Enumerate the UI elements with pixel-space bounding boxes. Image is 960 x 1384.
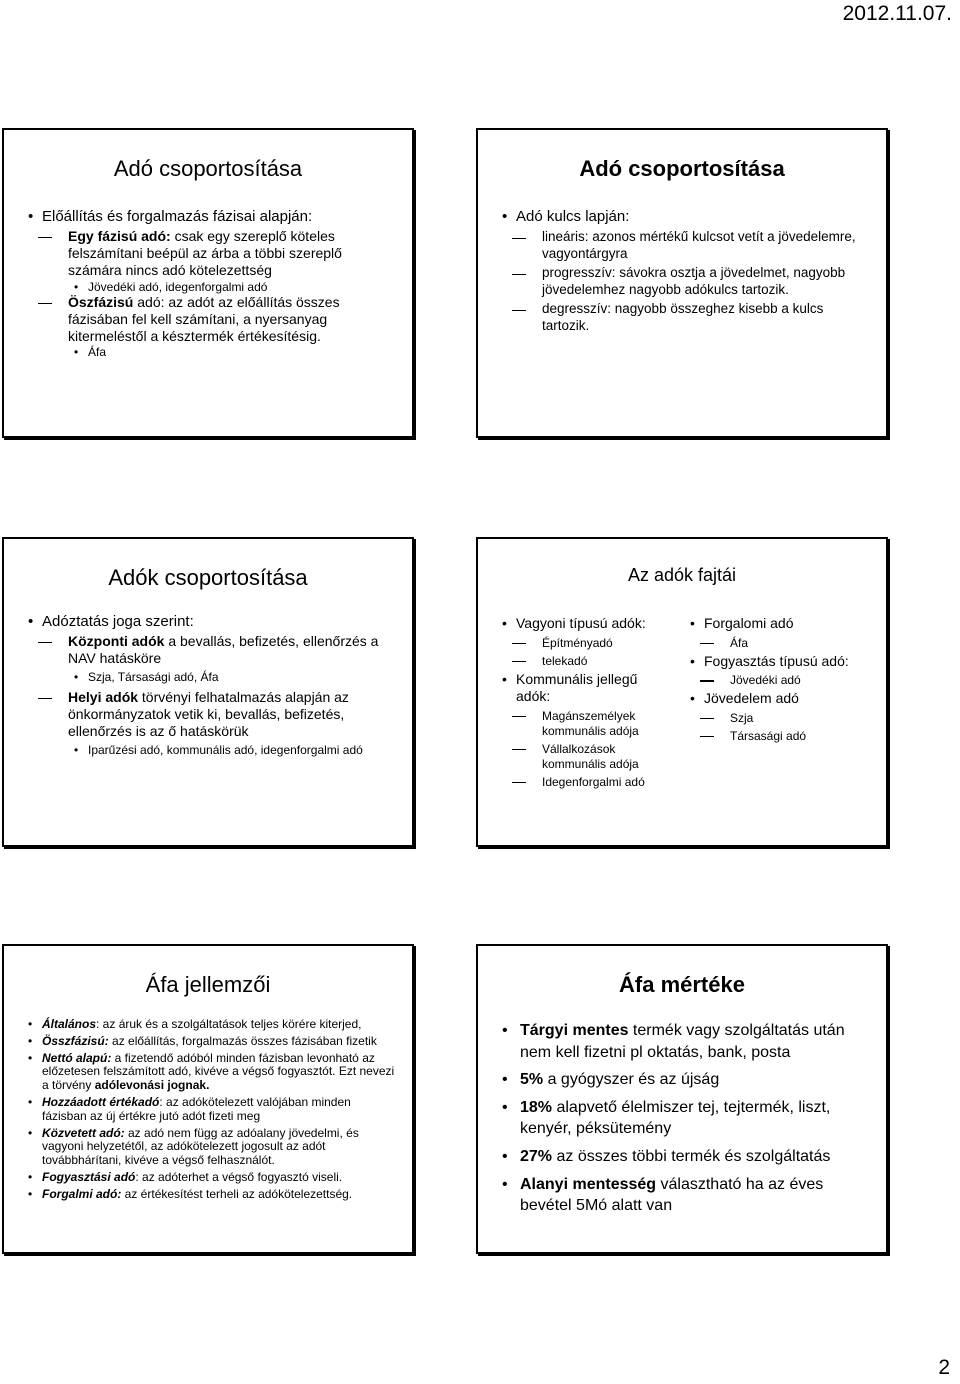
bullet: • Forgalomi adó [690, 615, 870, 633]
slide-content [502, 1020, 870, 1223]
sub-item: Szja [700, 711, 870, 726]
bullet: • Adó kulcs lapján: [502, 208, 870, 226]
bullet: • Forgalmi adó: az értékesítést terheli az adókötelezettség. [28, 1188, 396, 1202]
bullet: • Hozzáadott értékadó: az adókötelezett valójában minden fázisban az új értékre jutó adót fizeti meg [28, 1096, 396, 1124]
slide-content [502, 208, 870, 334]
bullet: • Kommunális jellegű adók: [502, 671, 662, 706]
sub-item: progresszív: sávokra osztja a jövedelmet, nagyobb jövedelemhez nagyobb adókulcs tartozik. [512, 265, 870, 298]
slide-1 [2, 128, 414, 438]
slide-content [28, 613, 396, 762]
sub-item: Jövedéki adó [700, 673, 870, 688]
bullet: • Nettó alapú: a fizetendő adóból minden fázisban levonható az előzetesen felszámított adó, kivéve a végső fogyasztót. Ezt nevezi a törvény adólevonási jognak. [28, 1052, 396, 1093]
bullet: • Tárgyi mentes termék vagy szolgáltatás után nem kell fizetni pl oktatás, bank, posta [502, 1020, 870, 1063]
bullet: • 5% a gyógyszer és az újság [502, 1069, 870, 1091]
sub-item: Helyi adók törvényi felhatalmazás alapján az önkormányzatok vetik ki, bevallás, befizetés, ellenőrzés is az ő hatáskörük [38, 689, 396, 740]
bullet: • Adóztatás joga szerint: [28, 613, 396, 631]
slide-title: Adók csoportosítása [108, 565, 308, 590]
sub-sub-item: • Iparűzési adó, kommunális adó, idegenforgalmi adó [74, 743, 396, 758]
sub-sub-item: • Szja, Társasági adó, Áfa [74, 670, 396, 685]
sub-sub-item: • Jövedéki adó, idegenforgalmi adó [74, 280, 394, 295]
slide-content [28, 208, 394, 360]
sub-item: Egy fázisú adó: csak egy szereplő köteles felszámítani beépül az árba a többi szereplő számára nincs adó kötelezettség [38, 228, 394, 279]
slide-title: Adó csoportosítása [113, 156, 303, 181]
bullet: • Vagyoni típusú adók: [502, 615, 662, 633]
bullet: • Előállítás és forgalmazás fázisai alapján: [28, 208, 394, 226]
sub-item: Magánszemélyek kommunális adója [512, 709, 662, 739]
bullet: • Közvetett adó: az adó nem függ az adóalany jövedelmi, és vagyoni helyzetétől, az adókötelezett jogosult az adót továbbhárítani, kivéve a végső felhasználót. [28, 1127, 396, 1168]
print-date: 2012.11.07. [842, 2, 952, 25]
sub-item: Idegenforgalmi adó [512, 775, 662, 790]
bullet: • 27% az összes többi termék és szolgáltatás [502, 1146, 870, 1168]
slide-4 [476, 537, 888, 847]
slide-content [28, 1018, 396, 1205]
sub-item: Áfa [700, 636, 870, 651]
bullet: • Fogyasztás típusú adó: [690, 653, 870, 671]
slide-title: Áfa mértéke [619, 972, 745, 997]
page-number: 2 [938, 1356, 950, 1379]
sub-item: degresszív: nagyobb összeghez kisebb a kulcs tartozik. [512, 301, 870, 334]
bullet: • Jövedelem adó [690, 690, 870, 708]
sub-item: Társasági adó [700, 729, 870, 744]
bullet: • Alanyi mentesség választható ha az éves bevétel 5Mó alatt van [502, 1174, 870, 1217]
sub-item: Öszfázisú adó: az adót az előállítás összes fázisában fel kell számítani, a nyersanyag kitermeléstől a késztermék értékesítésig. [38, 294, 394, 345]
column-left [502, 613, 662, 792]
slide-3 [2, 537, 414, 847]
slide-title: Adó csoportosítása [579, 156, 785, 181]
column-right [690, 613, 870, 746]
slide-title: Az adók fajtái [627, 565, 737, 585]
bullet: • 18% alapvető élelmiszer tej, tejtermék, liszt, kenyér, péksütemény [502, 1097, 870, 1140]
bullet: • Fogyasztási adó: az adóterhet a végső fogyasztó viseli. [28, 1171, 396, 1185]
sub-item: Központi adók a bevallás, befizetés, ellenőrzés a NAV hatásköre [38, 633, 396, 667]
slide-2 [476, 128, 888, 438]
sub-item: Vállalkozások kommunális adója [512, 742, 662, 772]
bullet: • Összfázisú: az előállítás, forgalmazás összes fázisában fizetik [28, 1035, 396, 1049]
sub-sub-item: • Áfa [74, 345, 394, 360]
sub-item: Építményadó [512, 636, 662, 651]
bullet: • Általános: az áruk és a szolgáltatások teljes körére kiterjed, [28, 1018, 396, 1032]
sub-item: lineáris: azonos mértékű kulcsot vetít a jövedelemre, vagyontárgyra [512, 229, 870, 262]
slide-title: Áfa jellemzői [145, 972, 271, 997]
slide-5 [2, 944, 414, 1254]
slide-6 [476, 944, 888, 1254]
sub-item: telekadó [512, 654, 662, 669]
